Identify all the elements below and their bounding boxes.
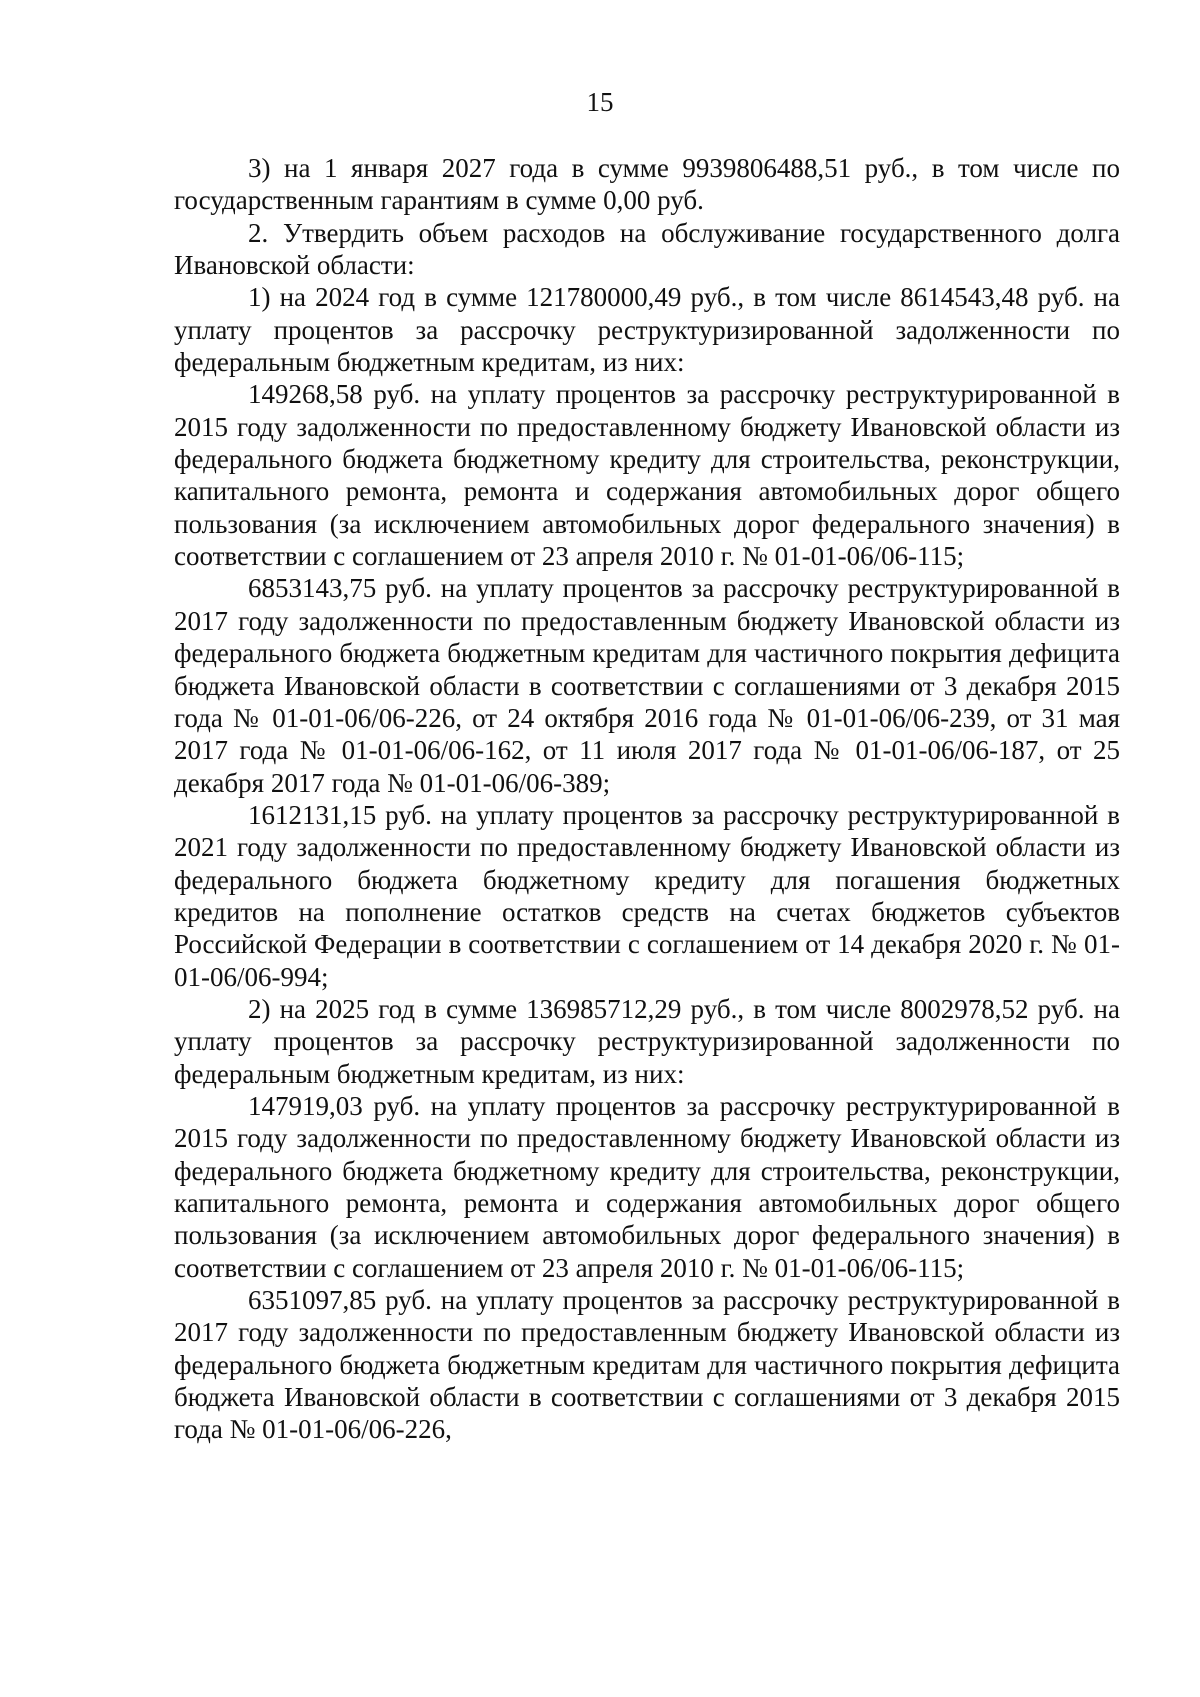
- paragraph-2024-repayment-credit: 1612131,15 руб. на уплату процентов за рассрочку реструктурированной в 2021 году задолженности по предоставленному бюджету Ивановской области из федерального бюджета бюджетному кредиту для погашения бюджетных кредитов на пополнение остатков средств на счетах бюджетов субъектов Российской Федерации в соответствии с соглашением от 14 декабря 2020 г. № 01-01-06/06-994;: [174, 799, 1120, 992]
- paragraph-2025-deficit-credits: 6351097,85 руб. на уплату процентов за рассрочку реструктурированной в 2017 году задолженности по предоставленным бюджету Ивановской области из федерального бюджета бюджетным кредитам для частичного покрытия дефицита бюджета Ивановской области в соответствии с соглашениями от 3 декабря 2015 года № 01-01-06/06-226,: [174, 1285, 1120, 1445]
- page-number: 15: [586, 87, 614, 117]
- paragraph-debt-service-heading: 2. Утвердить объем расходов на обслуживание государственного долга Ивановской области:: [174, 217, 1120, 281]
- paragraph-2025-road-credit: 147919,03 руб. на уплату процентов за рассрочку реструктурированной в 2015 году задолженности по предоставленному бюджету Ивановской области из федерального бюджета бюджетному кредиту для строительства, реконструкции, капитального ремонта, ремонта и содержания автомобильных дорог общего пользования (за исключением автомобильных дорог федерального значения) в соответствии с соглашением от 23 апреля 2010 г. № 01-01-06/06-115;: [174, 1090, 1120, 1283]
- paragraph-debt-2027: 3) на 1 января 2027 года в сумме 9939806488,51 руб., в том числе по государственным гарантиям в сумме 0,00 руб.: [174, 153, 1120, 216]
- paragraph-2025-total: 2) на 2025 год в сумме 136985712,29 руб., в том числе 8002978,52 руб. на уплату процентов за рассрочку реструктуризированной задолженности по федеральным бюджетным кредитам, из них:: [174, 993, 1120, 1089]
- paragraph-2024-total: 1) на 2024 год в сумме 121780000,49 руб., в том числе 8614543,48 руб. на уплату процентов за рассрочку реструктуризированной задолженности по федеральным бюджетным кредитам, из них:: [174, 282, 1120, 378]
- paragraph-2024-road-credit: 149268,58 руб. на уплату процентов за рассрочку реструктурированной в 2015 году задолженности по предоставленному бюджету Ивановской области из федерального бюджета бюджетному кредиту для строительства, реконструкции, капитального ремонта, ремонта и содержания автомобильных дорог общего пользования (за исключением автомобильных дорог федерального значения) в соответствии с соглашением от 23 апреля 2010 г. № 01-01-06/06-115;: [174, 379, 1120, 572]
- paragraph-2024-deficit-credits: 6853143,75 руб. на уплату процентов за рассрочку реструктурированной в 2017 году задолженности по предоставленным бюджету Ивановской области из федерального бюджета бюджетным кредитам для частичного покрытия дефицита бюджета Ивановской области в соответствии с соглашениями от 3 декабря 2015 года № 01-01-06/06-226, от 24 октября 2016 года № 01-01-06/06-239, от 31 мая 2017 года № 01-01-06/06-162, от 11 июля 2017 года № 01-01-06/06-187, от 25 декабря 2017 года № 01-01-06/06-389;: [174, 573, 1120, 798]
- document-body: [174, 152, 1120, 1446]
